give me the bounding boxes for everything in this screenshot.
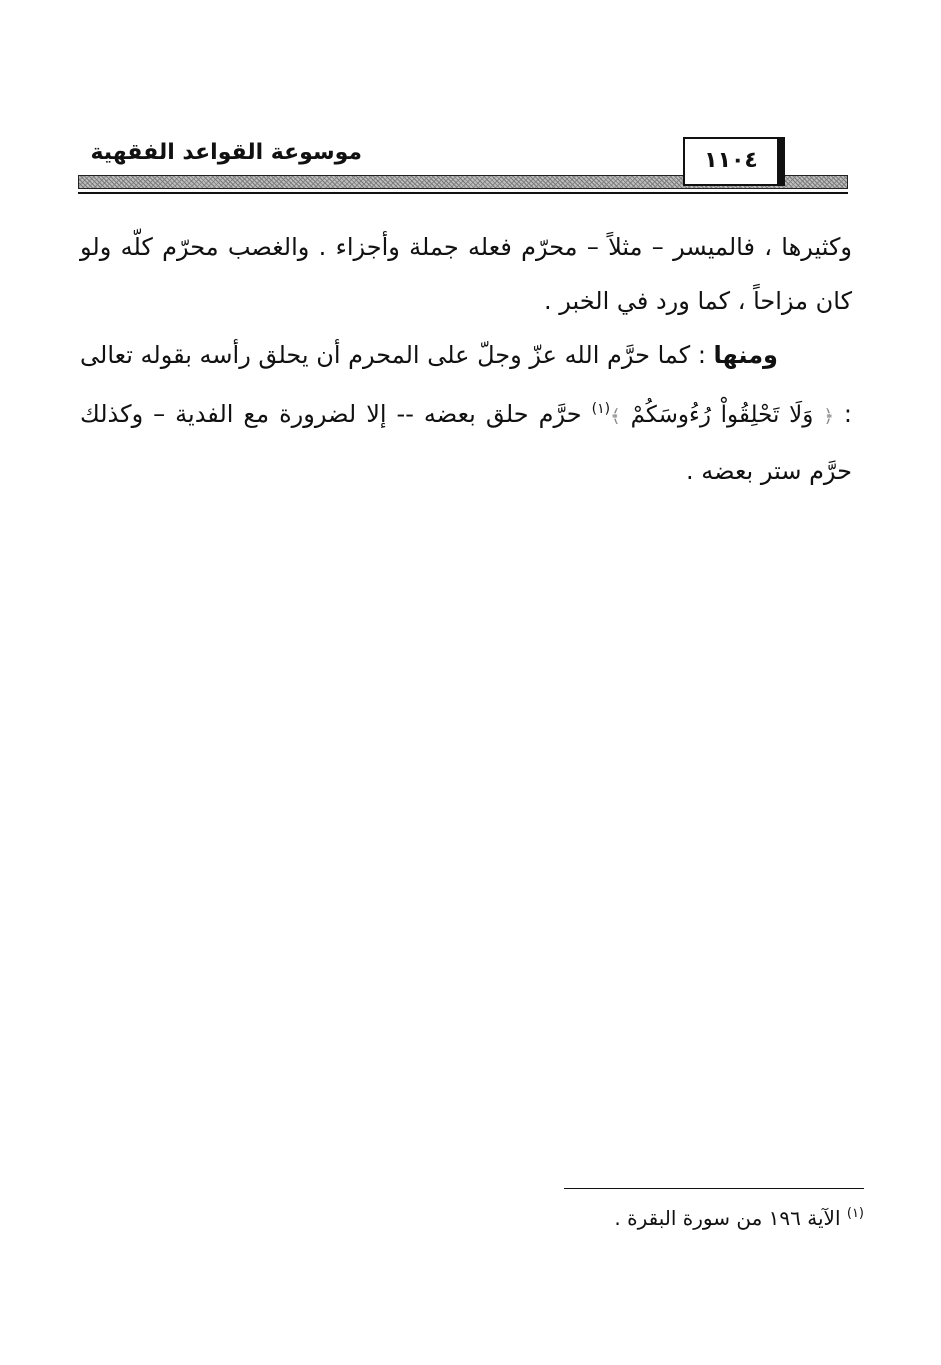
verse-open-bracket: ﴿ xyxy=(823,406,834,427)
footnote-marker: (١) xyxy=(846,1206,864,1221)
running-title: موسوعة القواعد الفقهية xyxy=(90,140,362,165)
footnote-text: الآية ١٩٦ من سورة البقرة . xyxy=(614,1206,841,1230)
paragraph-keyword: ومنها xyxy=(713,341,778,369)
paragraph-2 xyxy=(80,328,852,498)
paragraph-text-after-verse: حرَّم حلق بعضه -- إلا لضرورة مع الفدية – وكذلك حرَّم ستر بعضه . xyxy=(80,400,852,485)
verse-close-bracket: ﴾ xyxy=(610,406,621,427)
main-text xyxy=(80,220,852,498)
quran-verse: وَلَا تَحْلِقُواْ رُءُوسَكُمْ xyxy=(630,402,814,428)
page-number-box xyxy=(683,137,779,186)
page-header xyxy=(0,0,941,200)
page-number: ١١٠٤ xyxy=(704,148,758,173)
paragraph-1: وكثيرها ، فالميسر – مثلاً – محرّم فعله جملة وأجزاء . والغصب محرّم كلّه ولو كان مزاحاً ، كما ورد في الخبر . xyxy=(80,233,852,315)
footnote-1 xyxy=(420,1206,864,1230)
footnote-reference: (١) xyxy=(591,401,611,417)
header-rule xyxy=(78,192,848,194)
paragraph-text-before-verse: : كما حرَّم الله عزّ وجلّ على المحرم أن يحلق رأسه بقوله تعالى : xyxy=(80,341,852,428)
footnote-separator xyxy=(564,1188,864,1189)
